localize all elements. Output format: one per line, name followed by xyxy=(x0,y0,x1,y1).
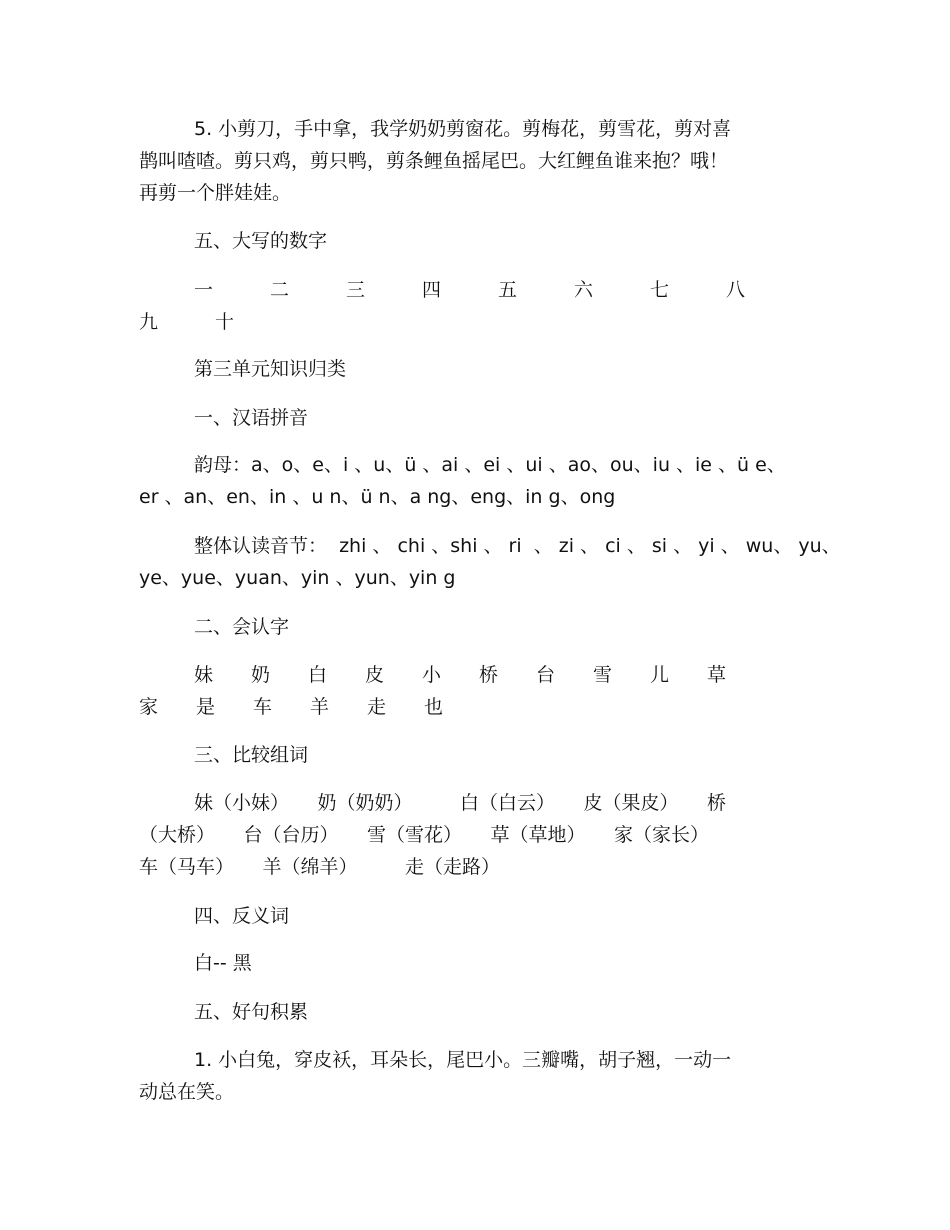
section-heading-antonyms: 四、反义词 xyxy=(194,905,290,927)
section-heading-capital-numbers: 五、大写的数字 xyxy=(194,230,328,252)
numbers-row-2: 九 十 xyxy=(139,311,235,333)
sentence-line-2: 动总在笑。 xyxy=(139,1081,235,1103)
unit-title: 第三单元知识归类 xyxy=(194,358,347,380)
compare-words-line-2: （大桥） 台（台历） 雪（雪花） 草（草地） 家（家长） xyxy=(139,824,710,846)
poem-line-1: 5. 小剪刀，手中拿，我学奶奶剪窗花。剪梅花，剪雪花，剪对喜 xyxy=(194,118,732,140)
finals-line-2: er 、an、en、in 、u n、ü n、a ng、eng、in g、ong xyxy=(139,486,616,508)
sentence-line-1: 1. 小白兔，穿皮袄，耳朵长，尾巴小。三瓣嘴，胡子翘，一动一 xyxy=(194,1049,732,1071)
characters-row-2: 家 是 车 羊 走 也 xyxy=(139,696,444,718)
numbers-row-1: 一 二 三 四 五 六 七 八 xyxy=(194,279,746,301)
section-heading-good-sentences: 五、好句积累 xyxy=(194,1001,309,1023)
poem-line-3: 再剪一个胖娃娃。 xyxy=(139,182,292,204)
syllables-line-1: 整体认读音节： zhi 、 chi 、shi 、 ri 、 zi 、 ci 、 si 、 yi 、 wu、 yu、 xyxy=(194,535,841,557)
antonym-pair: 白-- 黑 xyxy=(194,952,252,974)
characters-row-1: 妹 奶 白 皮 小 桥 台 雪 儿 草 xyxy=(194,664,727,686)
compare-words-line-1: 妹（小妹） 奶（奶奶） 白（白云） 皮（果皮） 桥 xyxy=(194,792,727,814)
compare-words-line-3: 车（马车） 羊（绵羊） 走（走路） xyxy=(139,856,501,878)
section-heading-characters: 二、会认字 xyxy=(194,616,290,638)
section-heading-compare-words: 三、比较组词 xyxy=(194,744,309,766)
poem-line-2: 鹊叫喳喳。剪只鸡，剪只鸭，剪条鲤鱼摇尾巴。大红鲤鱼谁来抱？哦！ xyxy=(139,150,729,172)
finals-line-1: 韵母：a、o、e、i 、u、ü 、ai 、ei 、ui 、ao、ou、iu 、ie 、ü e、 xyxy=(194,454,786,476)
section-heading-pinyin: 一、汉语拼音 xyxy=(194,407,309,429)
syllables-line-2: ye、yue、yuan、yin 、yun、yin g xyxy=(139,567,456,589)
